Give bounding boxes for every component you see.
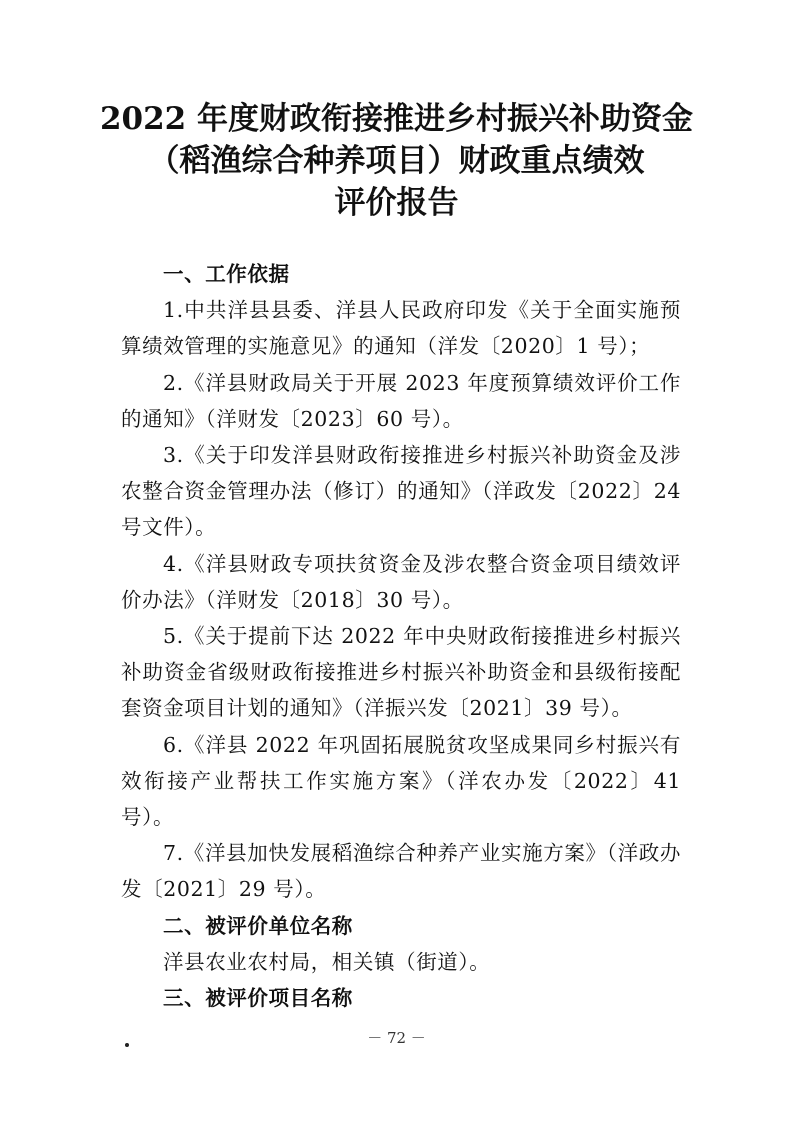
basis-item-4: 4.《洋县财政专项扶贫资金及涉农整合资金项目绩效评价办法》（洋财发〔2018〕30 号）。 [121, 551, 681, 612]
section-heading-evaluated-unit: 二、被评价单位名称 [163, 913, 353, 938]
document-body [121, 256, 681, 1016]
basis-item-2: 2.《洋县财政局关于开展 2023 年度预算绩效评价工作的通知》（洋财发〔2023〕60 号）。 [121, 370, 681, 431]
page-number: － 72 － [367, 1029, 426, 1047]
title-line-1: 2022 年度财政衔接推进乡村振兴补助资金 [99, 101, 694, 137]
basis-item-3: 3.《关于印发洋县财政衔接推进乡村振兴补助资金及涉农整合资金管理办法（修订）的通知》（洋政发〔2022〕24 号文件）。 [121, 443, 681, 540]
evaluated-unit-text: 洋县农业农村局，相关镇（街道）。 [163, 949, 491, 974]
title-line-2: （稻渔综合种养项目）财政重点绩效 [148, 143, 645, 179]
basis-item-1: 1.中共洋县县委、洋县人民政府印发《关于全面实施预算绩效管理的实施意见》的通知（洋发〔2020〕1 号）； [121, 298, 681, 359]
section-heading-basis: 一、工作依据 [163, 262, 290, 286]
basis-item-6: 6.《洋县 2022 年巩固拓展脱贫攻坚成果同乡村振兴有效衔接产业帮扶工作实施方案》（洋农办发〔2022〕41 号）。 [121, 732, 681, 830]
basis-item-5: 5.《关于提前下达 2022 年中央财政衔接推进乡村振兴补助资金省级财政衔接推进乡村振兴补助资金和县级衔接配套资金项目计划的通知》（洋振兴发〔2021〕39 号）。 [121, 624, 681, 721]
section-heading-evaluated-project: 三、被评价项目名称 [163, 986, 353, 1011]
basis-item-7: 7.《洋县加快发展稻渔综合种养产业实施方案》（洋政办发〔2021〕29 号）。 [121, 841, 681, 902]
title-line-3: 评价报告 [334, 185, 459, 221]
margin-dot-mark [125, 1043, 129, 1047]
document-title [0, 98, 793, 224]
